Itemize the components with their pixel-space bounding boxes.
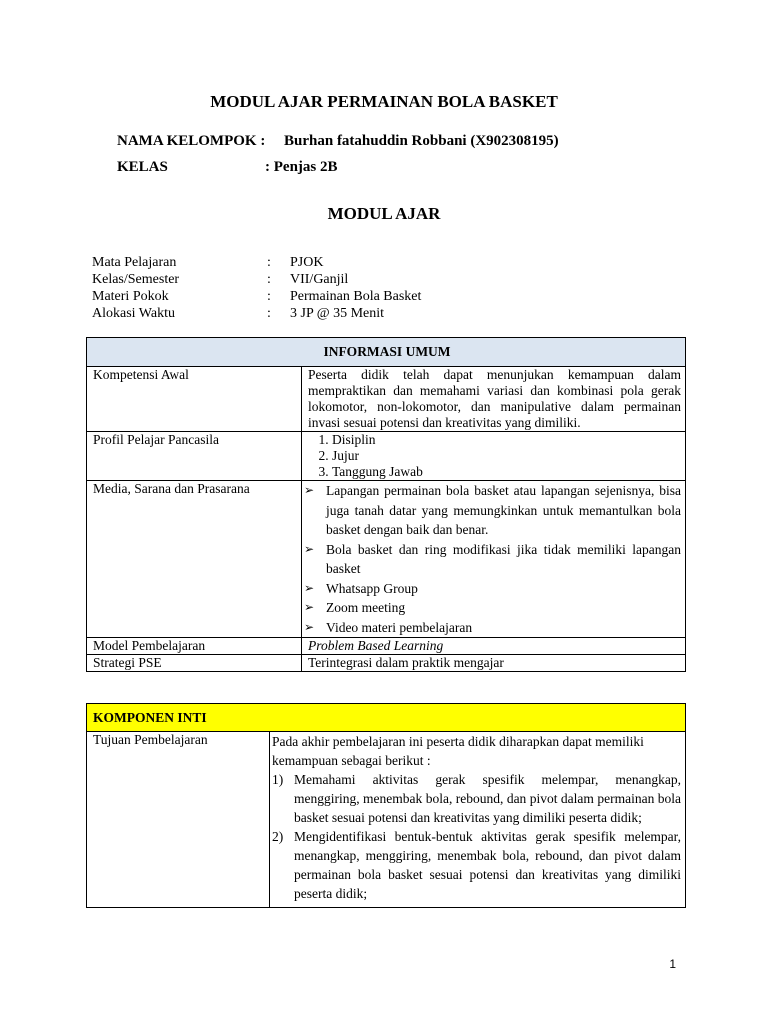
- meta-separator: :: [267, 289, 271, 304]
- class-label: KELAS: [117, 159, 168, 175]
- profil-list: [308, 432, 681, 480]
- informasi-umum-header: INFORMASI UMUM: [87, 338, 686, 367]
- list-item: 1. Disiplin: [332, 432, 681, 448]
- arrow-bullet-icon: ➢: [304, 483, 315, 497]
- meta-separator: :: [267, 255, 271, 270]
- meta-separator: :: [267, 306, 271, 321]
- section-subtitle: MODUL AJAR: [327, 204, 441, 223]
- group-name-value: Burhan fatahuddin Robbani (X902308195): [284, 133, 559, 149]
- arrow-bullet-icon: ➢: [304, 580, 315, 595]
- media-list: [304, 481, 681, 637]
- list-item: [304, 618, 681, 638]
- list-item-text: Video materi pembelajaran: [326, 619, 473, 635]
- list-item-text: Memahami aktivitas gerak spesifik melempar, menangkap, menggiring, menembak bola, rebound, dan pivot dalam permainan bola basket sesuai potensi dan kreativitas yang dimiliki peserta didik;: [294, 772, 682, 825]
- row-label: Kompetensi Awal: [87, 367, 302, 432]
- meta-value: 3 JP @ 35 Menit: [290, 306, 385, 321]
- arrow-bullet-icon: ➢: [304, 600, 315, 614]
- meta-key: Mata Pelajaran: [92, 255, 177, 270]
- list-item-text: Bola basket dan ring modifikasi jika tidak memiliki lapangan basket: [326, 541, 681, 576]
- arrow-bullet-icon: ➢: [304, 619, 315, 634]
- tujuan-intro: Pada akhir pembelajaran ini peserta didik diharapkan dapat memiliki kemampuan sebagai berikut :: [272, 734, 644, 768]
- arrow-bullet-icon: ➢: [304, 541, 315, 556]
- meta-value: VII/Ganjil: [290, 272, 349, 287]
- list-item: [304, 598, 681, 618]
- list-number: 1): [272, 772, 284, 787]
- row-label: Model Pembelajaran: [87, 638, 302, 655]
- list-item-text: Lapangan permainan bola basket atau lapangan sejenisnya, bisa juga tanah datar yang memungkinkan untuk memantulkan bola basket dengan baik dan benar.: [326, 483, 681, 537]
- list-item: 2. Jujur: [332, 448, 681, 464]
- informasi-umum-table: [86, 337, 686, 672]
- profil-list-cell: [302, 432, 686, 481]
- model-value: Problem Based Learning: [302, 638, 686, 655]
- kompetensi-awal-text: Peserta didik telah dapat menunjukan kemampuan dalam mempraktikan dan memahami variasi dan kombinasi pola gerak lokomotor, non-lokomotor, dan manipulative dalam permainan invasi sesuai potensi dan kreativitas yang dimiliki.: [302, 367, 686, 432]
- list-number: 2): [272, 829, 284, 844]
- meta-separator: :: [267, 272, 271, 287]
- tujuan-list: [272, 770, 681, 903]
- list-item: [272, 770, 681, 827]
- row-label: Tujuan Pembelajaran: [87, 732, 270, 908]
- meta-key: Kelas/Semester: [92, 272, 180, 287]
- tujuan-cell: [270, 732, 686, 908]
- komponen-inti-table: [86, 703, 686, 908]
- media-list-cell: [302, 481, 686, 638]
- meta-value: PJOK: [290, 255, 324, 270]
- class-value: : Penjas 2B: [265, 159, 338, 175]
- document-title: MODUL AJAR PERMAINAN BOLA BASKET: [210, 92, 558, 111]
- row-label: Strategi PSE: [87, 655, 302, 672]
- meta-key: Materi Pokok: [92, 289, 169, 304]
- list-item: [304, 540, 681, 579]
- group-name-label: NAMA KELOMPOK :: [117, 133, 266, 149]
- list-item-text: Whatsapp Group: [326, 580, 418, 596]
- meta-key: Alokasi Waktu: [92, 306, 175, 321]
- meta-value: Permainan Bola Basket: [290, 289, 422, 304]
- row-label: Profil Pelajar Pancasila: [87, 432, 302, 481]
- list-item-text: Mengidentifikasi bentuk-bentuk aktivitas gerak spesifik melempar, menangkap, menggiring, menembak bola, rebound, dan pivot dalam permainan bola basket sesuai potensi dan kreativitas yang dimiliki peserta didik;: [294, 829, 682, 901]
- list-item-text: Zoom meeting: [326, 600, 406, 615]
- list-item: [304, 579, 681, 599]
- page-number: 1: [669, 957, 676, 971]
- strategi-value: Terintegrasi dalam praktik mengajar: [302, 655, 686, 672]
- row-label: Media, Sarana dan Prasarana: [87, 481, 302, 638]
- list-item: [272, 827, 681, 903]
- komponen-inti-header: KOMPONEN INTI: [87, 704, 686, 732]
- list-item: 3. Tanggung Jawab: [332, 464, 681, 480]
- list-item: [304, 481, 681, 540]
